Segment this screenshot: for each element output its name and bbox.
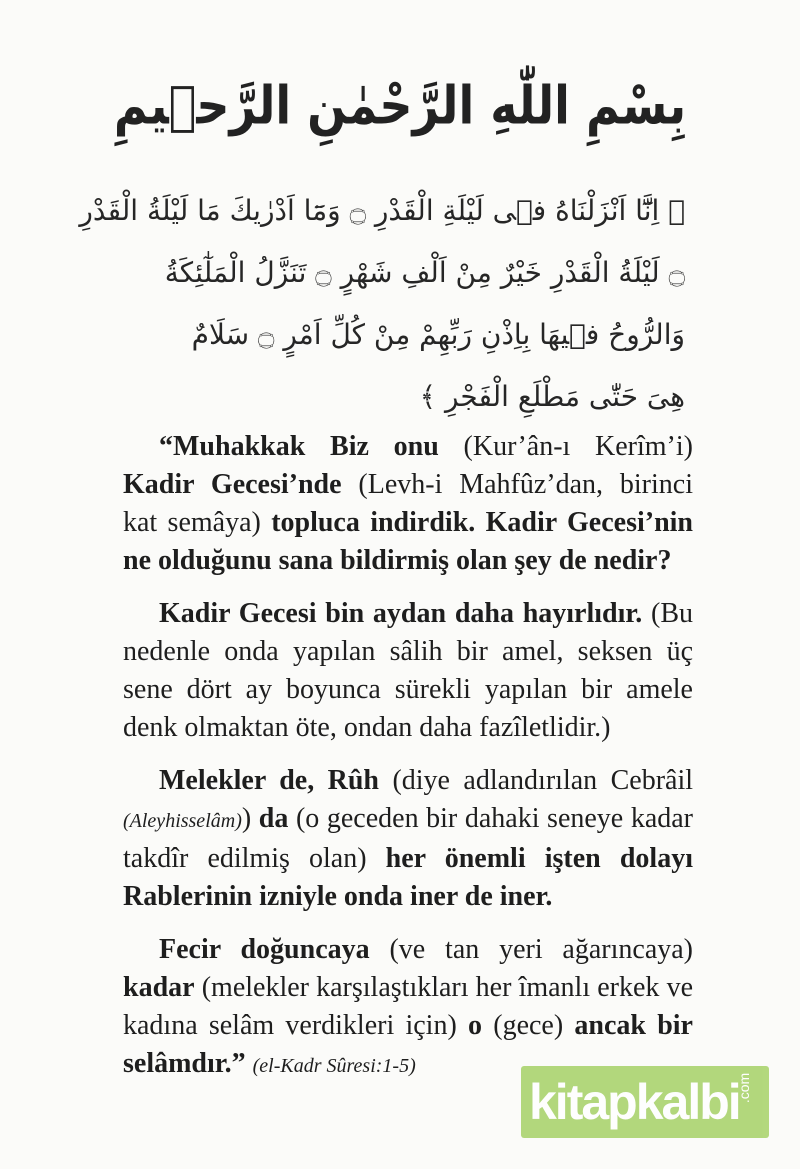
watermark-suffix: .com (735, 1072, 752, 1104)
arabic-line: ﴿ اِنَّٓا اَنْزَلْنَاهُ فٖى لَيْلَةِ الْقَدْرِ ۝ وَمَٓا اَدْرٰيكَ مَا لَيْلَةُ الْقَدْرِ (79, 194, 685, 227)
translation-text (123, 428, 693, 1100)
basmala-calligraphy: بِسْمِ اللّٰهِ الرَّحْمٰنِ الرَّحٖيمِ (113, 73, 687, 137)
paragraph-1 (123, 428, 693, 580)
watermark-logo (521, 1066, 769, 1138)
bold-text: kadar (123, 972, 195, 1003)
normal-text: (Bu nedenle onda yapılan sâlih bir amel, seksen üç sene dört ay boyunca sürekli yapılan bir amele denk olmaktan öte, ondan daha fazîletlidir.) (123, 598, 693, 743)
bold-text: Melekler de, Rûh (159, 765, 380, 796)
normal-text (246, 1048, 253, 1079)
bold-text: da (258, 803, 289, 834)
arabic-line: وَالرُّوحُ فٖيهَا بِاِذْنِ رَبِّهِمْ مِنْ كُلِّ اَمْرٍ ۝ سَلَامٌ (191, 318, 685, 351)
paragraph-4 (123, 931, 693, 1085)
bold-text: Kadir Gecesi’nde (123, 469, 342, 500)
bold-text: o (468, 1010, 483, 1041)
normal-text: (ve tan yeri ağarıncaya) (369, 934, 693, 965)
paragraph-2 (123, 595, 693, 747)
watermark-text: kitapkalbi (529, 1074, 740, 1130)
paragraph-3 (123, 762, 693, 916)
bold-text: her önemli işten dolayı Rablerinin izniyle onda iner de iner. (123, 843, 693, 912)
bold-text: “Muhakkak Biz onu (159, 431, 439, 462)
normal-text: (Kur’ân-ı Kerîm’i) (438, 431, 693, 462)
arabic-line: ۝ لَيْلَةُ الْقَدْرِ خَيْرٌ مِنْ اَلْفِ شَهْرٍ ۝ تَنَزَّلُ الْمَلٰٓئِكَةُ (164, 256, 685, 289)
bold-text: topluca indirdik. Kadir Gecesi’nin ne olduğunu sana bildirmiş olan şey de nedir? (123, 507, 693, 576)
normal-text: (gece) (482, 1010, 575, 1041)
normal-text: (melekler karşılaştıkları her îmanlı erkek ve kadına selâm verdikleri için) (123, 972, 693, 1041)
normal-text: (o geceden bir dahaki seneye kadar takdîr edilmiş olan) (123, 803, 694, 874)
bold-text: ancak bir selâmdır.” (123, 1010, 693, 1079)
normal-text: ) (241, 803, 259, 834)
italic-text: (Aleyhisselâm) (123, 810, 242, 832)
normal-text: (diye adlandırılan Cebrâil (379, 765, 693, 796)
arabic-verse-block (79, 180, 685, 428)
bold-text: Kadir Gecesi bin aydan daha hayırlıdır. (159, 598, 643, 629)
arabic-line: هِىَ حَتّٰى مَطْلَعِ الْفَجْرِ ﴾ (419, 380, 685, 413)
normal-text: (Levh-i Mahfûz’dan, birinci kat semâya) (123, 469, 693, 538)
source-citation: (el-Kadr Sûresi:1-5) (252, 1055, 416, 1077)
bold-text: Fecir doğuncaya (159, 934, 370, 965)
